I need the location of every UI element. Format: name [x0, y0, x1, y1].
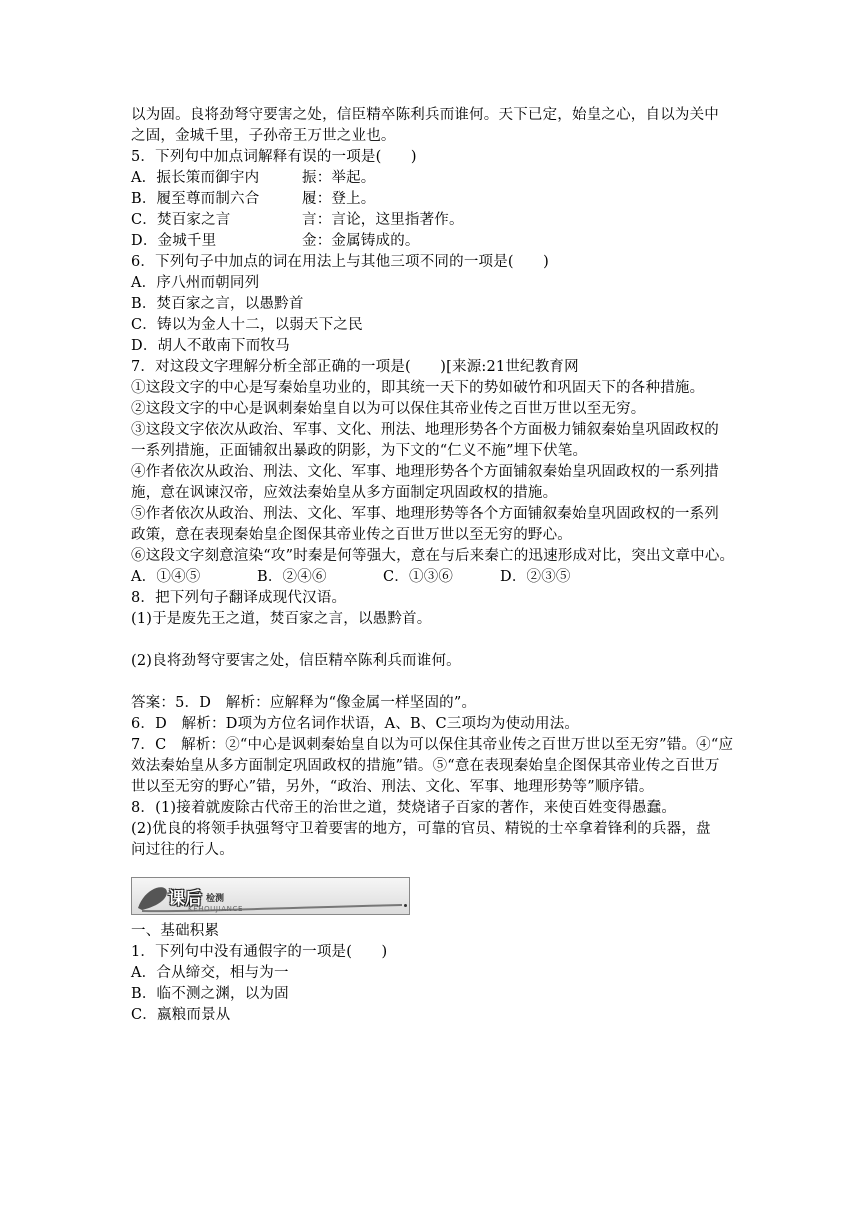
question-1-option-b: B．临不测之渊，以为固 [131, 986, 289, 1002]
answer-space [131, 672, 731, 693]
question-7-item: ③这段文字依次从政治、军事、文化、刑法、地理形势各个方面极力铺叙秦始皇巩固政权的 [131, 422, 719, 438]
option-text: B．履至尊而制六合 [131, 191, 260, 207]
section-banner [131, 877, 410, 915]
question-8-stem: 8．把下列句子翻译成现代汉语。 [131, 590, 347, 606]
question-6-option-d: D．胡人不敢南下而牧马 [131, 338, 290, 354]
question-7-options [131, 567, 731, 588]
question-6-option-c: C．铸以为金人十二，以弱天下之民 [131, 317, 363, 333]
question-7-item: ④作者依次从政治、刑法、文化、军事、地理形势各个方面铺叙秦始皇巩固政权的一系列措 [131, 464, 719, 480]
option-explanation: 履：登上。 [302, 191, 376, 207]
option-text: C．焚百家之言 [131, 212, 231, 228]
banner-subtitle: 检测 [206, 894, 225, 904]
question-5-stem: 5．下列句中加点词解释有误的一项是( ) [131, 149, 417, 165]
option-c: C．①③⑥ [383, 569, 454, 585]
banner-pinyin: KEHOUJIANCE [188, 905, 243, 913]
section-heading: 一、基础积累 [131, 923, 220, 939]
question-6-option-b: B．焚百家之言，以愚黔首 [131, 296, 304, 312]
answer-line: 问过往的行人。 [131, 842, 234, 858]
banner-title: 课后 [168, 889, 202, 909]
question-8-sentence-1: (1)于是废先王之道，焚百家之言，以愚黔首。 [131, 611, 432, 627]
answer-line: 8．(1)接着就废除古代帝王的治世之道，焚烧诸子百家的著作，来使百姓变得愚蠢。 [131, 800, 677, 816]
question-5-option-d [131, 231, 731, 252]
question-1-stem: 1．下列句中没有通假字的一项是( ) [131, 944, 388, 960]
option-explanation: 言：言论，这里指著作。 [302, 212, 464, 228]
option-text: D．金城千里 [131, 233, 217, 249]
option-d: D．②③⑤ [500, 569, 571, 585]
option-text: A．振长策而御宇内 [131, 170, 260, 186]
question-5-option-c [131, 210, 731, 231]
question-7-item: 政策，意在表现秦始皇企图保其帝业传之百世万世以至无穷的野心。 [131, 527, 572, 543]
question-5-option-b [131, 189, 731, 210]
question-7-stem: 7．对这段文字理解分析全部正确的一项是( )[来源:21世纪教育网 [131, 359, 579, 375]
answer-line: 效法秦始皇从多方面制定巩固政权的措施”错。⑤“意在表现秦始皇企图保其帝业传之百世万 [131, 758, 720, 774]
question-8-sentence-2: (2)良将劲弩守要害之处，信臣精卒陈利兵而谁何。 [131, 653, 461, 669]
question-7-item: 一系列措施，正面铺叙出暴政的阴影，为下文的“仁义不施”埋下伏笔。 [131, 443, 588, 459]
answer-space [131, 630, 731, 651]
answer-line: (2)优良的将领手执强弩守卫着要害的地方，可靠的官员、精锐的士卒拿着锋利的兵器，盘 [131, 821, 711, 837]
option-explanation: 金：金属铸成的。 [302, 233, 420, 249]
answer-line: 6．D 解析：D项为方位名词作状语，A、B、C三项均为使动用法。 [131, 716, 580, 732]
question-6-stem: 6．下列句子中加点的词在用法上与其他三项不同的一项是( ) [131, 254, 550, 270]
question-7-item: ①这段文字的中心是写秦始皇功业的，即其统一天下的势如破竹和巩固天下的各种措施。 [131, 380, 705, 396]
passage-line: 以为固。良将劲弩守要害之处，信臣精卒陈利兵而谁何。天下已定，始皇之心，自以为关中 [131, 107, 719, 123]
question-1-option-a: A．合从缔交，相与为一 [131, 965, 289, 981]
option-a: A．①④⑤ [131, 569, 201, 585]
answer-line: 答案：5．D 解析：应解释为“像金属一样坚固的”。 [131, 695, 477, 711]
question-7-item: ②这段文字的中心是讽刺秦始皇自以为可以保住其帝业传之百世万世以至无穷。 [131, 401, 646, 417]
question-1-option-c: C．嬴粮而景从 [131, 1007, 231, 1023]
option-explanation: 振：举起。 [302, 170, 376, 186]
answer-line: 7．C 解析：②“中心是讽刺秦始皇自以为可以保住其帝业传之百世万世以至无穷”错。④“应 [131, 737, 734, 753]
option-b: B．②④⑥ [257, 569, 327, 585]
question-5-option-a [131, 168, 731, 189]
question-6-option-a: A．序八州而朝同列 [131, 275, 260, 291]
document-page [131, 105, 735, 1026]
dot-icon [404, 904, 407, 907]
question-7-item: ⑤作者依次从政治、刑法、文化、军事、地理形势等各个方面铺叙秦始皇巩固政权的一系列 [131, 506, 719, 522]
passage-line: 之固，金城千里，子孙帝王万世之业也。 [131, 128, 396, 144]
question-7-item: 施，意在讽谏汉帝，应效法秦始皇从多方面制定巩固政权的措施。 [131, 485, 558, 501]
answer-line: 世以至无穷的野心”错，另外，“政治、刑法、文化、军事、地理形势等”顺序错。 [131, 779, 654, 795]
question-7-item: ⑥这段文字刻意渲染“攻”时秦是何等强大，意在与后来秦亡的迅速形成对比，突出文章中心。 [131, 548, 735, 564]
